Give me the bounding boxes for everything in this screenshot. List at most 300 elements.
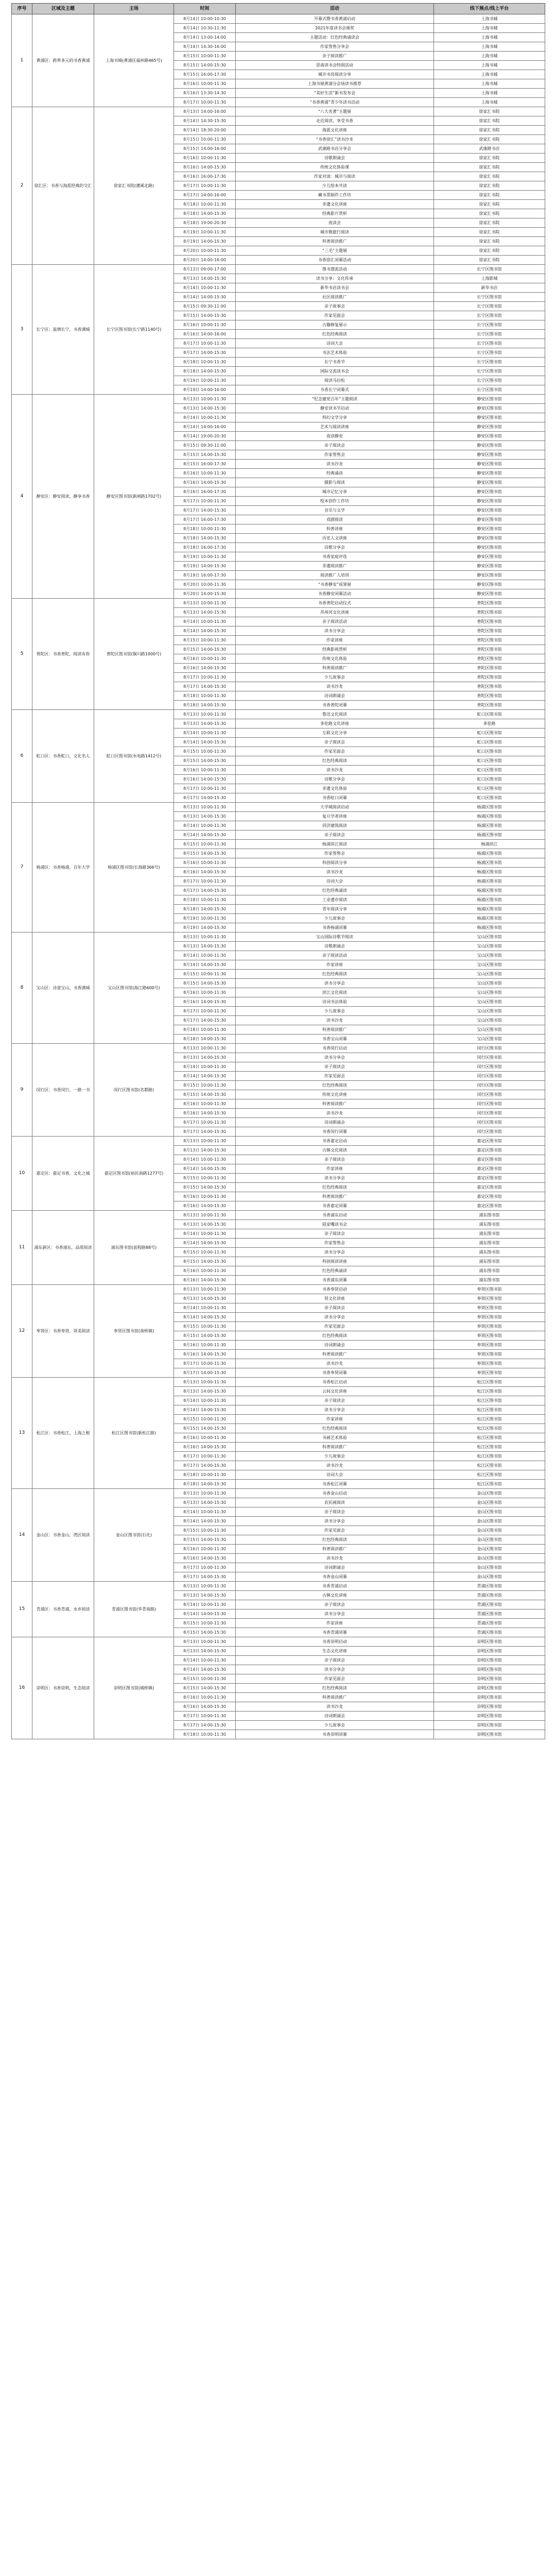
event-time: 8月13日 10:00-11:30 bbox=[174, 710, 236, 719]
event-place: 上海书城 bbox=[434, 89, 545, 98]
group-area-theme: 金山区：书香金山，湾区阅读 bbox=[32, 1489, 94, 1582]
event-name: 科普阅读推广 bbox=[236, 1192, 434, 1201]
event-time: 8月19日 10:00-11:30 bbox=[174, 376, 236, 385]
event-name: 书香长宁闭幕式 bbox=[236, 385, 434, 395]
event-time: 8月13日 10:00-11:30 bbox=[174, 933, 236, 942]
event-place: 静安区图书馆 bbox=[434, 478, 545, 487]
event-time: 8月18日 10:00-11:30 bbox=[174, 1470, 236, 1480]
event-name: 书香闵行闭幕 bbox=[236, 1127, 434, 1137]
event-place: 徐家汇书院 bbox=[434, 191, 545, 200]
event-name: 夜读会 bbox=[236, 218, 434, 228]
event-name: 作家讲座 bbox=[236, 1164, 434, 1174]
event-time: 8月15日 14:00-15:30 bbox=[174, 1183, 236, 1192]
event-place: 松江区图书馆 bbox=[434, 1415, 545, 1424]
event-name: 经典影视赏析 bbox=[236, 645, 434, 654]
event-name: 书香崇明闭幕 bbox=[236, 1730, 434, 1739]
event-name: 书香奉贤启动 bbox=[236, 1285, 434, 1294]
event-place: 嘉定区图书馆 bbox=[434, 1164, 545, 1174]
event-name: 城市记忆分享 bbox=[236, 487, 434, 497]
event-time: 8月20日 14:00-15:30 bbox=[174, 589, 236, 599]
event-name: 科普阅读推广 bbox=[236, 664, 434, 673]
event-place: 杨浦区图书馆 bbox=[434, 821, 545, 831]
event-time: 8月15日 14:00-15:30 bbox=[174, 849, 236, 858]
group-main-venue: 虹口区图书馆(水电路1412号) bbox=[94, 710, 174, 803]
event-name: 戏剧阅读 bbox=[236, 515, 434, 524]
event-time: 8月13日 14:00-15:30 bbox=[174, 1387, 236, 1396]
event-name: 鲁迅文化阅读 bbox=[236, 710, 434, 719]
event-name: 书香普陀闭幕 bbox=[236, 701, 434, 710]
event-time: 8月14日 14:00-15:30 bbox=[174, 960, 236, 970]
event-place: 普陀区图书馆 bbox=[434, 654, 545, 664]
event-time: 8月15日 14:00-15:30 bbox=[174, 1331, 236, 1341]
event-name: 古镇文化讲座 bbox=[236, 1591, 434, 1600]
event-time: 8月16日 14:00-15:30 bbox=[174, 868, 236, 877]
event-place: 静安区图书馆 bbox=[434, 506, 545, 515]
event-place: 徐家汇书院 bbox=[434, 246, 545, 256]
event-place: 普陀区图书馆 bbox=[434, 682, 545, 691]
event-name: 书香静安闭幕活动 bbox=[236, 589, 434, 599]
event-name: 读书沙龙 bbox=[236, 766, 434, 775]
event-place: 静安区图书馆 bbox=[434, 524, 545, 534]
group-main-venue: 长宁区图书馆(长宁路1140号) bbox=[94, 265, 174, 395]
event-name: 书香金山启动 bbox=[236, 1489, 434, 1498]
event-place: 多伦路 bbox=[434, 719, 545, 728]
event-time: 8月18日 14:00-15:30 bbox=[174, 534, 236, 543]
event-time: 8月16日 10:00-11:30 bbox=[174, 1266, 236, 1276]
event-place: 普陀区图书馆 bbox=[434, 664, 545, 673]
group-number: 5 bbox=[12, 599, 32, 710]
event-place: 松江区图书馆 bbox=[434, 1433, 545, 1443]
event-name: 走近阅读，享受书香 bbox=[236, 116, 434, 126]
event-place: 长宁区图书馆 bbox=[434, 348, 545, 358]
event-name: 诗词朗诵会 bbox=[236, 1118, 434, 1127]
event-time: 8月16日 14:00-15:30 bbox=[174, 775, 236, 784]
table-row bbox=[12, 265, 545, 274]
event-name: 宝山国际诗歌节阅读 bbox=[236, 933, 434, 942]
event-place: 松江区图书馆 bbox=[434, 1461, 545, 1470]
event-time: 8月17日 14:00-15:30 bbox=[174, 1368, 236, 1378]
group-number: 6 bbox=[12, 710, 32, 803]
event-place: 静安区图书馆 bbox=[434, 469, 545, 478]
event-time: 8月13日 14:00-15:30 bbox=[174, 1053, 236, 1062]
event-name: 传统文化体验 bbox=[236, 654, 434, 664]
group-number: 8 bbox=[12, 933, 32, 1044]
event-place: 长宁区图书馆 bbox=[434, 302, 545, 311]
event-name: 红色经典阅读 bbox=[236, 970, 434, 979]
table-row bbox=[12, 710, 545, 719]
event-name: 读书沙龙 bbox=[236, 1359, 434, 1368]
event-name: 经典诵读 bbox=[236, 469, 434, 478]
event-time: 8月15日 14:00-15:30 bbox=[174, 1535, 236, 1545]
event-time: 8月18日 14:00-15:30 bbox=[174, 367, 236, 376]
event-time: 8月15日 09:30-11:00 bbox=[174, 302, 236, 311]
event-time: 8月17日 14:00-16:00 bbox=[174, 191, 236, 200]
event-place: 虹口区图书馆 bbox=[434, 747, 545, 756]
event-name: 作家签售会 bbox=[236, 1239, 434, 1248]
event-name: 读书沙龙 bbox=[236, 682, 434, 691]
event-name: 少儿故事会 bbox=[236, 914, 434, 923]
event-time: 8月16日 14:00-15:30 bbox=[174, 1276, 236, 1285]
event-name: 滨江文化阅读 bbox=[236, 988, 434, 997]
header-venue: 主场 bbox=[94, 4, 174, 14]
group-area-theme: 虹口区：书香虹口，文化名人 bbox=[32, 710, 94, 803]
event-name: 书香杨浦闭幕 bbox=[236, 923, 434, 933]
event-time: 8月18日 10:00-11:30 bbox=[174, 1025, 236, 1035]
event-place: 金山区图书馆 bbox=[434, 1526, 545, 1535]
event-place: 青浦区图书馆 bbox=[434, 1628, 545, 1637]
event-name: 诗词朗诵会 bbox=[236, 691, 434, 701]
event-time: 8月14日 14:00-15:30 bbox=[174, 293, 236, 302]
event-place: 徐家汇书院 bbox=[434, 135, 545, 144]
event-name: 思南读书会特别活动 bbox=[236, 61, 434, 70]
event-time: 8月16日 14:00-15:30 bbox=[174, 1702, 236, 1711]
event-time: 8月17日 10:00-11:30 bbox=[174, 1563, 236, 1572]
event-name: 读书分享：文化传承 bbox=[236, 274, 434, 283]
group-area-theme: 浦东新区：书香浦东，品质阅读 bbox=[32, 1211, 94, 1285]
event-name: 经典影片赏析 bbox=[236, 209, 434, 218]
event-place: 长宁区图书馆 bbox=[434, 339, 545, 348]
event-name: 亲子阅读会 bbox=[236, 1600, 434, 1609]
event-place: 松江区图书馆 bbox=[434, 1452, 545, 1461]
event-place: 奉贤区图书馆 bbox=[434, 1303, 545, 1313]
table-header bbox=[12, 4, 545, 14]
event-place: 杨浦区图书馆 bbox=[434, 877, 545, 886]
event-name: 少儿绘本共读 bbox=[236, 181, 434, 191]
event-place: 闵行区图书馆 bbox=[434, 1118, 545, 1127]
event-place: 杨浦区图书馆 bbox=[434, 923, 545, 933]
table-row bbox=[12, 1582, 545, 1591]
event-name: 亲子阅读会 bbox=[236, 1507, 434, 1517]
event-name: 科普阅读推广 bbox=[236, 1099, 434, 1109]
event-name: 作家见面会 bbox=[236, 311, 434, 320]
event-time: 8月17日 10:00-11:30 bbox=[174, 1118, 236, 1127]
event-time: 8月13日 14:00-15:30 bbox=[174, 1294, 236, 1303]
event-time: 8月17日 14:00-15:30 bbox=[174, 682, 236, 691]
event-time: 8月19日 10:00-11:30 bbox=[174, 228, 236, 237]
event-time: 8月16日 10:00-11:30 bbox=[174, 469, 236, 478]
header-no: 序号 bbox=[12, 4, 32, 14]
event-name: 红色经典阅读 bbox=[236, 756, 434, 766]
event-place: 杨浦区图书馆 bbox=[434, 803, 545, 812]
event-name: 苏州河文化讲座 bbox=[236, 608, 434, 617]
group-main-venue: 金山区图书馆(石化) bbox=[94, 1489, 174, 1582]
event-name: 科普阅读推广 bbox=[236, 1545, 434, 1554]
event-time: 8月15日 10:00-11:30 bbox=[174, 135, 236, 144]
event-time: 8月14日 10:00-11:30 bbox=[174, 728, 236, 738]
event-name: 红色经典诵读 bbox=[236, 886, 434, 895]
event-time: 8月13日 14:00-15:30 bbox=[174, 274, 236, 283]
table-row bbox=[12, 1637, 545, 1647]
event-time: 8月16日 10:00-11:30 bbox=[174, 1433, 236, 1443]
event-time: 8月16日 10:00-11:30 bbox=[174, 766, 236, 775]
event-time: 8月14日 10:00-11:30 bbox=[174, 283, 236, 293]
event-place: 静安区图书馆 bbox=[434, 534, 545, 543]
event-place: 上海书城 bbox=[434, 70, 545, 79]
event-place: 杨浦区图书馆 bbox=[434, 914, 545, 923]
event-time: 8月15日 16:00-17:30 bbox=[174, 460, 236, 469]
event-place: 静安区图书馆 bbox=[434, 571, 545, 580]
event-time: 8月16日 14:00-15:30 bbox=[174, 997, 236, 1007]
event-time: 8月16日 14:00-15:30 bbox=[174, 478, 236, 487]
event-name: 艺术与阅读讲座 bbox=[236, 422, 434, 432]
event-name: 读书分享会 bbox=[236, 1248, 434, 1257]
event-time: 8月14日 10:00-10:30 bbox=[174, 14, 236, 24]
event-time: 8月14日 10:00-11:30 bbox=[174, 413, 236, 422]
event-time: 8月13日 14:00-16:00 bbox=[174, 107, 236, 116]
event-time: 8月16日 10:00-11:30 bbox=[174, 1341, 236, 1350]
event-name: 读书沙龙 bbox=[236, 1016, 434, 1025]
event-name: 科普阅读推广 bbox=[236, 1693, 434, 1702]
event-time: 8月18日 10:00-11:30 bbox=[174, 1730, 236, 1739]
group-number: 10 bbox=[12, 1137, 32, 1211]
event-place: 金山区图书馆 bbox=[434, 1545, 545, 1554]
event-name: 少儿故事会 bbox=[236, 1721, 434, 1730]
event-place: 闵行区图书馆 bbox=[434, 1081, 545, 1090]
event-time: 8月15日 14:00-15:30 bbox=[174, 1424, 236, 1433]
event-place: 宝山区图书馆 bbox=[434, 942, 545, 951]
event-time: 8月14日 14:00-15:30 bbox=[174, 626, 236, 636]
event-place: 长宁区图书馆 bbox=[434, 311, 545, 320]
event-place: 闵行区图书馆 bbox=[434, 1072, 545, 1081]
event-name: 非遗文化讲座 bbox=[236, 200, 434, 209]
event-name: 作家讲座 bbox=[236, 1415, 434, 1424]
event-place: 普陀区图书馆 bbox=[434, 626, 545, 636]
group-main-venue: 奉贤区图书馆(南桥镇) bbox=[94, 1285, 174, 1378]
table-row bbox=[12, 1285, 545, 1294]
group-main-venue: 杨浦区图书馆(长海路366号) bbox=[94, 803, 174, 933]
event-place: 普陀区图书馆 bbox=[434, 636, 545, 645]
event-name: 古镇文化阅读 bbox=[236, 1146, 434, 1155]
event-place: 奉贤区图书馆 bbox=[434, 1294, 545, 1303]
event-name: 书香松江启动 bbox=[236, 1378, 434, 1387]
event-name: 读书分享会 bbox=[236, 1313, 434, 1322]
event-place: 静安区图书馆 bbox=[434, 515, 545, 524]
event-place: 青浦区图书馆 bbox=[434, 1609, 545, 1619]
event-name: 书香宝山闭幕 bbox=[236, 1035, 434, 1044]
event-name: 读书分享会 bbox=[236, 1665, 434, 1674]
event-place: 杨浦区图书馆 bbox=[434, 895, 545, 905]
event-place: 宝山区图书馆 bbox=[434, 951, 545, 960]
event-time: 8月14日 10:00-11:30 bbox=[174, 821, 236, 831]
event-place: 松江区图书馆 bbox=[434, 1387, 545, 1396]
event-place: 奉贤区图书馆 bbox=[434, 1341, 545, 1350]
event-time: 8月15日 09:30-11:00 bbox=[174, 441, 236, 450]
event-time: 8月19日 14:00-15:30 bbox=[174, 923, 236, 933]
event-place: 上海影城 bbox=[434, 274, 545, 283]
event-place: 静安区图书馆 bbox=[434, 497, 545, 506]
event-name: 历史人文讲座 bbox=[236, 534, 434, 543]
group-number: 9 bbox=[12, 1044, 32, 1137]
event-place: 静安区图书馆 bbox=[434, 395, 545, 404]
event-name: 开幕式暨书香黄浦启动 bbox=[236, 14, 434, 24]
event-time: 8月14日 14:00-15:30 bbox=[174, 1239, 236, 1248]
event-place: 徐家汇书院 bbox=[434, 181, 545, 191]
event-place: 上海书城 bbox=[434, 52, 545, 61]
event-time: 8月14日 14:00-15:30 bbox=[174, 1072, 236, 1081]
event-place: 崇明区图书馆 bbox=[434, 1702, 545, 1711]
event-time: 8月15日 14:00-15:30 bbox=[174, 1684, 236, 1693]
event-time: 8月16日 10:00-11:30 bbox=[174, 320, 236, 330]
event-time: 8月13日 14:00-15:30 bbox=[174, 608, 236, 617]
event-time: 8月16日 10:00-11:30 bbox=[174, 858, 236, 868]
event-name: 书香金山闭幕 bbox=[236, 1572, 434, 1582]
event-name: 古籍修复展示 bbox=[236, 320, 434, 330]
event-place: 金山区图书馆 bbox=[434, 1535, 545, 1545]
event-time: 8月13日 10:00-11:30 bbox=[174, 1378, 236, 1387]
event-name: 读书沙龙 bbox=[236, 1702, 434, 1711]
event-name: 诗词朗诵会 bbox=[236, 1341, 434, 1350]
event-name: 亲子阅读会 bbox=[236, 738, 434, 747]
event-place: 奉贤区图书馆 bbox=[434, 1322, 545, 1331]
event-time: 8月17日 14:00-15:30 bbox=[174, 1016, 236, 1025]
event-time: 8月20日 14:00-16:00 bbox=[174, 256, 236, 265]
event-name: 读书分享会 bbox=[236, 1405, 434, 1415]
event-place: 徐家汇书院 bbox=[434, 218, 545, 228]
event-place: 崇明区图书馆 bbox=[434, 1637, 545, 1647]
event-place: 宝山区图书馆 bbox=[434, 970, 545, 979]
group-area-theme: 青浦区：书香青浦，水乡阅读 bbox=[32, 1582, 94, 1637]
event-place: 长宁区图书馆 bbox=[434, 367, 545, 376]
event-place: 金山区图书馆 bbox=[434, 1563, 545, 1572]
event-place: 松江区图书馆 bbox=[434, 1480, 545, 1489]
event-name: “八大名著”主题展 bbox=[236, 107, 434, 116]
event-time: 8月17日 14:00-15:30 bbox=[174, 1127, 236, 1137]
event-place: 普陀区图书馆 bbox=[434, 617, 545, 626]
event-time: 8月14日 10:00-11:30 bbox=[174, 1155, 236, 1164]
event-time: 8月13日 10:00-11:30 bbox=[174, 803, 236, 812]
event-place: 宝山区图书馆 bbox=[434, 1035, 545, 1044]
event-place: 松江区图书馆 bbox=[434, 1405, 545, 1415]
table-row bbox=[12, 803, 545, 812]
event-name: 亲子阅读活动 bbox=[236, 951, 434, 960]
event-place: 虹口区图书馆 bbox=[434, 738, 545, 747]
event-place: 崇明区图书馆 bbox=[434, 1684, 545, 1693]
event-name: 书香青浦启动 bbox=[236, 1582, 434, 1591]
event-time: 8月14日 14:00-15:30 bbox=[174, 1665, 236, 1674]
event-place: 静安区图书馆 bbox=[434, 450, 545, 460]
event-place: 宝山区图书馆 bbox=[434, 979, 545, 988]
event-place: 静安区图书馆 bbox=[434, 413, 545, 422]
event-name: 诗歌分享会 bbox=[236, 775, 434, 784]
event-name: 作家见面会 bbox=[236, 747, 434, 756]
event-place: 青浦区图书馆 bbox=[434, 1600, 545, 1609]
event-place: 虹口区图书馆 bbox=[434, 728, 545, 738]
event-place: 普陀区图书馆 bbox=[434, 645, 545, 654]
group-area-theme: 静安区：静安阅读，静享书香 bbox=[32, 395, 94, 599]
event-time: 8月13日 09:00-17:00 bbox=[174, 265, 236, 274]
event-time: 8月16日 16:00-17:30 bbox=[174, 487, 236, 497]
event-name: 书香嘉定闭幕 bbox=[236, 1201, 434, 1211]
event-place: 上海书城 bbox=[434, 14, 545, 24]
event-time: 8月13日 10:00-11:30 bbox=[174, 599, 236, 608]
group-number: 7 bbox=[12, 803, 32, 933]
event-place: 嘉定区图书馆 bbox=[434, 1174, 545, 1183]
group-number: 2 bbox=[12, 107, 32, 265]
event-place: 松江区图书馆 bbox=[434, 1443, 545, 1452]
event-name: “书香静安”成果展 bbox=[236, 580, 434, 589]
event-name: 云间文化讲座 bbox=[236, 1387, 434, 1396]
event-place: 宝山区图书馆 bbox=[434, 1016, 545, 1025]
event-place: 金山区图书馆 bbox=[434, 1489, 545, 1498]
event-place: 金山区图书馆 bbox=[434, 1507, 545, 1517]
event-time: 8月18日 10:00-11:30 bbox=[174, 895, 236, 905]
event-place: 虹口区图书馆 bbox=[434, 793, 545, 803]
event-place: 宝山区图书馆 bbox=[434, 1007, 545, 1016]
event-time: 8月15日 14:00-15:30 bbox=[174, 756, 236, 766]
event-place: 宝山区图书馆 bbox=[434, 960, 545, 970]
event-name: 书香崇明启动 bbox=[236, 1637, 434, 1647]
event-place: 上海书城 bbox=[434, 61, 545, 70]
event-time: 8月14日 10:00-11:30 bbox=[174, 1600, 236, 1609]
event-name: 诗词朗诵会 bbox=[236, 1563, 434, 1572]
event-time: 8月16日 16:00-17:30 bbox=[174, 172, 236, 181]
event-place: 杨浦区图书馆 bbox=[434, 886, 545, 895]
event-place: 浦东图书馆 bbox=[434, 1239, 545, 1248]
event-place: 虹口区图书馆 bbox=[434, 756, 545, 766]
event-place: 虹口区图书馆 bbox=[434, 766, 545, 775]
event-place: 崇明区图书馆 bbox=[434, 1656, 545, 1665]
table-row bbox=[12, 1044, 545, 1053]
group-main-venue: 闵行区图书馆(名都路) bbox=[94, 1044, 174, 1137]
event-time: 8月15日 10:00-11:30 bbox=[174, 1174, 236, 1183]
event-time: 8月18日 19:00-20:30 bbox=[174, 218, 236, 228]
event-name: 诗词书法体验 bbox=[236, 997, 434, 1007]
group-area-theme: 松江区：书香松江，上海之根 bbox=[32, 1378, 94, 1489]
event-time: 8月16日 10:00-11:30 bbox=[174, 154, 236, 163]
table-row bbox=[12, 599, 545, 608]
event-name: 红色经典阅读 bbox=[236, 1081, 434, 1090]
event-time: 8月14日 19:00-20:30 bbox=[174, 432, 236, 441]
event-name: “书香黄浦”青少年读书活动 bbox=[236, 98, 434, 107]
event-name: 科普阅读推广 bbox=[236, 1350, 434, 1359]
event-name: 少儿故事会 bbox=[236, 1452, 434, 1461]
event-name: 亲子阅读会 bbox=[236, 1656, 434, 1665]
event-name: 城市微旅行阅读 bbox=[236, 228, 434, 237]
event-time: 8月15日 10:00-11:30 bbox=[174, 840, 236, 849]
event-name: 长宁书香节 bbox=[236, 358, 434, 367]
event-time: 8月15日 14:00-15:30 bbox=[174, 1628, 236, 1637]
event-time: 8月17日 14:00-15:30 bbox=[174, 1461, 236, 1470]
event-name: 摄影与阅读 bbox=[236, 478, 434, 487]
event-place: 长宁区图书馆 bbox=[434, 385, 545, 395]
event-name: 作家签售会 bbox=[236, 849, 434, 858]
event-name: 红色经典阅读 bbox=[236, 1535, 434, 1545]
event-time: 8月18日 10:00-11:30 bbox=[174, 691, 236, 701]
event-name: 社区阅读推广 bbox=[236, 293, 434, 302]
event-time: 8月16日 10:00-11:30 bbox=[174, 1099, 236, 1109]
event-name: 亲子阅读会 bbox=[236, 1155, 434, 1164]
event-place: 奉贤区图书馆 bbox=[434, 1313, 545, 1322]
event-name: 作家对谈：城市与阅读 bbox=[236, 172, 434, 181]
event-time: 8月17日 10:00-11:30 bbox=[174, 181, 236, 191]
event-name: 2021年度读书会颁奖 bbox=[236, 24, 434, 33]
event-place: 闵行区图书馆 bbox=[434, 1053, 545, 1062]
event-time: 8月13日 10:00-11:30 bbox=[174, 395, 236, 404]
event-name: 读书分享会 bbox=[236, 1053, 434, 1062]
header-area: 区域及主题 bbox=[32, 4, 94, 14]
event-time: 8月13日 10:00-11:30 bbox=[174, 1211, 236, 1220]
event-time: 8月14日 14:00-15:30 bbox=[174, 831, 236, 840]
event-time: 8月15日 16:00-17:30 bbox=[174, 70, 236, 79]
event-time: 8月13日 10:00-11:30 bbox=[174, 1637, 236, 1647]
event-time: 8月19日 16:00-17:30 bbox=[174, 571, 236, 580]
event-time: 8月17日 10:00-11:30 bbox=[174, 673, 236, 682]
event-name: 亲子阅读推广 bbox=[236, 52, 434, 61]
event-time: 8月13日 14:00-15:30 bbox=[174, 812, 236, 821]
group-number: 4 bbox=[12, 395, 32, 599]
event-name: 国际交流读书会 bbox=[236, 367, 434, 376]
event-time: 8月15日 14:00-15:30 bbox=[174, 1090, 236, 1099]
